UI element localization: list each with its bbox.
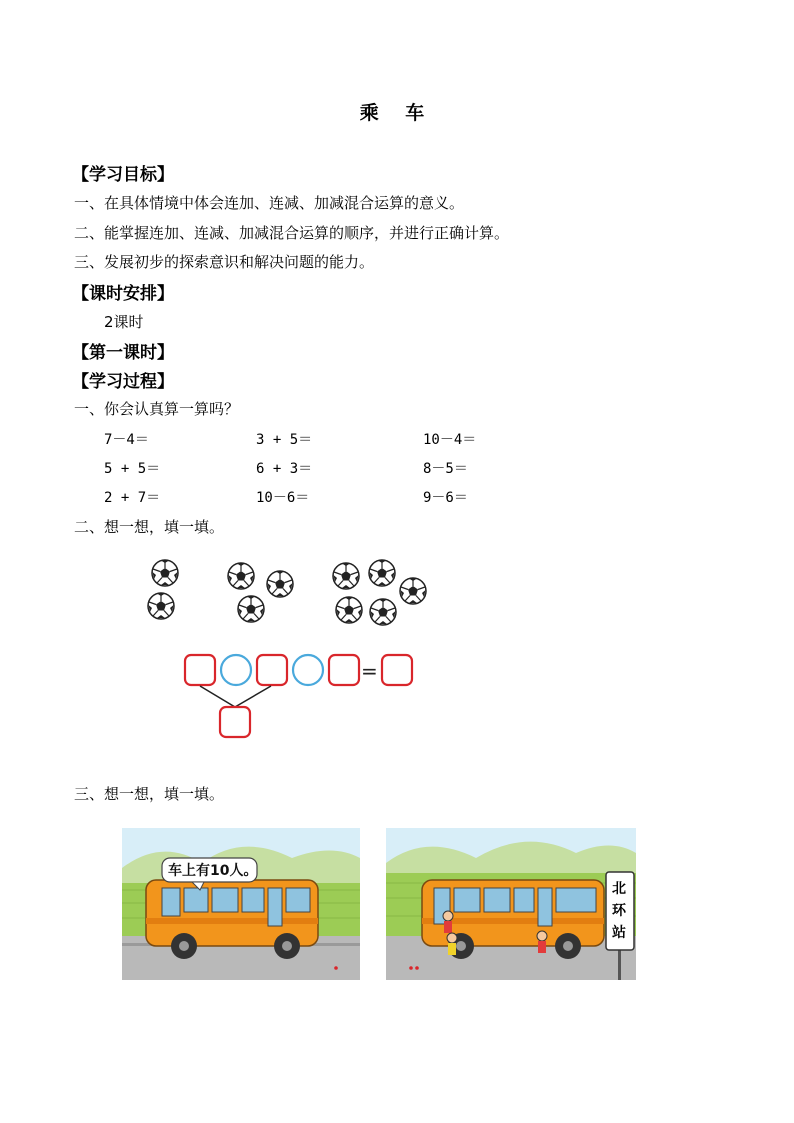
soccer-ball-icon — [333, 563, 359, 589]
equals-sign: = — [361, 659, 378, 683]
station-sign-char: 站 — [612, 925, 626, 941]
soccer-balls-figure — [140, 555, 440, 635]
calc-item: 7－4＝ — [104, 432, 149, 448]
station-sign-char: 环 — [612, 903, 626, 919]
lesson-heading: 【第一课时】 — [72, 343, 174, 363]
calc-item: 2 + 7＝ — [104, 490, 161, 506]
speech-bubble-text: 车上有10人。 — [168, 863, 258, 879]
calc-item: 8－5＝ — [423, 461, 468, 477]
soccer-ball-icon — [336, 597, 362, 623]
answer-box[interactable] — [382, 655, 412, 685]
answer-box[interactable] — [185, 655, 215, 685]
operator-circle[interactable] — [221, 655, 251, 685]
soccer-ball-icon — [152, 560, 178, 586]
goal-item-1: 一、在具体情境中体会连加、连减、加减混合运算的意义。 — [74, 194, 465, 212]
split-lines — [200, 686, 271, 707]
exercise3-prompt: 三、想一想，填一填。 — [74, 785, 225, 803]
calc-item: 6 + 3＝ — [256, 461, 313, 477]
calc-item: 10－4＝ — [423, 432, 477, 448]
calc-item: 5 + 5＝ — [104, 461, 161, 477]
bus-scene-left — [122, 828, 360, 980]
schedule-text: 2课时 — [104, 313, 144, 331]
answer-box[interactable] — [329, 655, 359, 685]
schedule-heading: 【课时安排】 — [72, 284, 174, 304]
soccer-ball-icon — [228, 563, 254, 589]
operator-circle[interactable] — [293, 655, 323, 685]
calc-item: 10－6＝ — [256, 490, 310, 506]
fill-in-diagram — [180, 650, 420, 745]
goals-heading: 【学习目标】 — [72, 165, 174, 185]
exercise1-prompt: 一、你会认真算一算吗？ — [74, 400, 240, 418]
calc-item: 9－6＝ — [423, 490, 468, 506]
soccer-ball-icon — [370, 599, 396, 625]
goal-item-3: 三、发展初步的探索意识和解决问题的能力。 — [74, 253, 375, 271]
answer-box[interactable] — [257, 655, 287, 685]
page-title: 乘 车 — [359, 102, 435, 124]
soccer-ball-icon — [400, 578, 426, 604]
soccer-ball-icon — [238, 596, 264, 622]
process-heading: 【学习过程】 — [72, 372, 174, 392]
soccer-ball-icon — [369, 560, 395, 586]
calc-item: 3 + 5＝ — [256, 432, 313, 448]
station-sign-char: 北 — [612, 881, 626, 897]
goal-item-2: 二、能掌握连加、连减、加减混合运算的顺序，并进行正确计算。 — [74, 224, 510, 242]
answer-box[interactable] — [220, 707, 250, 737]
bus-scene-right — [386, 828, 636, 980]
soccer-ball-icon — [148, 593, 174, 619]
exercise2-prompt: 二、想一想，填一填。 — [74, 518, 225, 536]
soccer-ball-icon — [267, 571, 293, 597]
